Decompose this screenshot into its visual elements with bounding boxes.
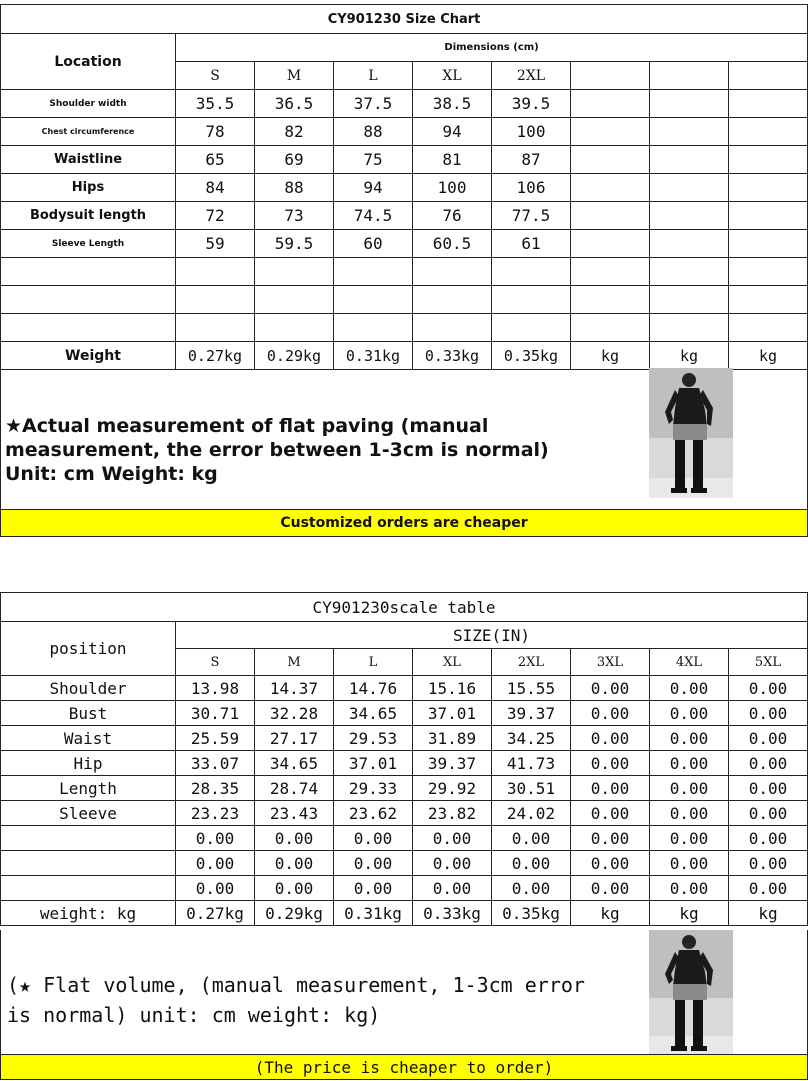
table-row xyxy=(1,801,808,826)
measurement-cell: 0.00 xyxy=(413,851,492,876)
measurement-cell: 77.5 xyxy=(492,202,571,230)
table-row xyxy=(1,230,808,258)
size-header: 2XL xyxy=(492,62,571,90)
measurement-cell xyxy=(571,230,650,258)
measurement-cell xyxy=(729,258,808,286)
measurement-label: Length xyxy=(1,776,176,801)
model-photo-icon xyxy=(649,368,733,498)
measurement-cell: 60.5 xyxy=(413,230,492,258)
weight-cell: 0.27kg xyxy=(176,901,255,926)
weight-cell: kg xyxy=(571,901,650,926)
measurement-cell: 34.25 xyxy=(492,726,571,751)
measurement-cell: 69 xyxy=(255,146,334,174)
measurement-cell: 59.5 xyxy=(255,230,334,258)
measurement-cell xyxy=(650,258,729,286)
measurement-cell: 106 xyxy=(492,174,571,202)
measurement-cell: 13.98 xyxy=(176,676,255,701)
inch-price-banner: (The price is cheaper to order) xyxy=(0,1054,808,1080)
table-row xyxy=(1,314,808,342)
measurement-label: Bodysuit length xyxy=(1,202,176,230)
measurement-cell: 87 xyxy=(492,146,571,174)
dimensions-header: Dimensions (cm) xyxy=(176,34,808,62)
cm-size-table xyxy=(0,4,808,370)
inch-rows xyxy=(1,676,808,901)
measurement-cell xyxy=(334,314,413,342)
measurement-cell: 0.00 xyxy=(571,876,650,901)
measurement-cell xyxy=(729,230,808,258)
measurement-label: Shoulder xyxy=(1,676,176,701)
measurement-cell xyxy=(729,118,808,146)
measurement-cell: 32.28 xyxy=(255,701,334,726)
measurement-cell: 0.00 xyxy=(571,751,650,776)
measurement-cell: 29.92 xyxy=(413,776,492,801)
measurement-cell: 36.5 xyxy=(255,90,334,118)
measurement-cell: 15.16 xyxy=(413,676,492,701)
measurement-cell xyxy=(729,314,808,342)
weight-cell: 0.35kg xyxy=(492,901,571,926)
measurement-cell: 100 xyxy=(413,174,492,202)
measurement-cell xyxy=(650,118,729,146)
measurement-cell: 14.37 xyxy=(255,676,334,701)
measurement-cell: 0.00 xyxy=(413,876,492,901)
measurement-cell xyxy=(492,314,571,342)
size-header: 2XL xyxy=(492,649,571,676)
measurement-cell: 0.00 xyxy=(729,801,808,826)
table-row xyxy=(1,202,808,230)
measurement-label: Chest circumference xyxy=(1,118,176,146)
measurement-cell: 0.00 xyxy=(729,701,808,726)
weight-cell: 0.31kg xyxy=(334,342,413,370)
measurement-cell: 41.73 xyxy=(492,751,571,776)
measurement-label: Waist xyxy=(1,726,176,751)
measurement-label xyxy=(1,851,176,876)
weight-label: weight: kg xyxy=(1,901,176,926)
table-row xyxy=(1,726,808,751)
inch-note-area xyxy=(0,930,808,1054)
measurement-label: Sleeve xyxy=(1,801,176,826)
measurement-cell xyxy=(650,174,729,202)
measurement-cell: 0.00 xyxy=(650,801,729,826)
measurement-cell: 78 xyxy=(176,118,255,146)
measurement-cell: 34.65 xyxy=(334,701,413,726)
size-header: M xyxy=(255,62,334,90)
measurement-label xyxy=(1,258,176,286)
measurement-cell: 73 xyxy=(255,202,334,230)
measurement-cell: 0.00 xyxy=(571,701,650,726)
measurement-cell xyxy=(413,258,492,286)
size-header: S xyxy=(176,649,255,676)
measurement-cell xyxy=(492,258,571,286)
weight-cell: 0.33kg xyxy=(413,342,492,370)
measurement-cell: 0.00 xyxy=(571,676,650,701)
location-header: Location xyxy=(1,34,176,90)
inch-size-table xyxy=(0,592,808,926)
weight-cell: 0.31kg xyxy=(334,901,413,926)
cm-size-chart xyxy=(0,0,808,538)
measurement-cell: 0.00 xyxy=(176,851,255,876)
measurement-cell: 24.02 xyxy=(492,801,571,826)
size-header: S xyxy=(176,62,255,90)
measurement-cell xyxy=(255,258,334,286)
measurement-cell: 82 xyxy=(255,118,334,146)
measurement-label: Bust xyxy=(1,701,176,726)
measurement-label: Hips xyxy=(1,174,176,202)
measurement-cell xyxy=(571,146,650,174)
measurement-cell: 0.00 xyxy=(255,826,334,851)
measurement-cell: 38.5 xyxy=(413,90,492,118)
table-row xyxy=(1,851,808,876)
measurement-cell: 0.00 xyxy=(650,726,729,751)
measurement-cell: 33.07 xyxy=(176,751,255,776)
measurement-cell: 88 xyxy=(255,174,334,202)
measurement-cell: 0.00 xyxy=(571,826,650,851)
measurement-cell: 59 xyxy=(176,230,255,258)
measurement-cell: 84 xyxy=(176,174,255,202)
table-row xyxy=(1,286,808,314)
measurement-label xyxy=(1,826,176,851)
position-header: position xyxy=(1,622,176,676)
measurement-cell: 15.55 xyxy=(492,676,571,701)
measurement-cell xyxy=(334,286,413,314)
measurement-cell: 0.00 xyxy=(650,751,729,776)
measurement-cell xyxy=(413,314,492,342)
measurement-cell: 31.89 xyxy=(413,726,492,751)
measurement-cell xyxy=(729,90,808,118)
measurement-cell: 34.65 xyxy=(255,751,334,776)
size-header: L xyxy=(334,62,413,90)
measurement-cell xyxy=(571,202,650,230)
table-row xyxy=(1,118,808,146)
cm-chart-title: CY901230 Size Chart xyxy=(1,5,808,34)
measurement-cell: 0.00 xyxy=(255,876,334,901)
measurement-cell: 0.00 xyxy=(650,776,729,801)
measurement-cell: 0.00 xyxy=(334,826,413,851)
measurement-cell: 28.35 xyxy=(176,776,255,801)
measurement-cell xyxy=(729,146,808,174)
measurement-cell xyxy=(334,258,413,286)
measurement-cell: 0.00 xyxy=(334,876,413,901)
cm-rows xyxy=(1,90,808,342)
weight-cell: kg xyxy=(650,901,729,926)
measurement-cell: 35.5 xyxy=(176,90,255,118)
measurement-cell: 0.00 xyxy=(650,851,729,876)
measurement-cell: 23.43 xyxy=(255,801,334,826)
table-row xyxy=(1,826,808,851)
measurement-cell xyxy=(729,286,808,314)
measurement-cell xyxy=(571,174,650,202)
measurement-cell: 76 xyxy=(413,202,492,230)
size-header xyxy=(571,62,650,90)
measurement-cell: 0.00 xyxy=(729,726,808,751)
table-row xyxy=(1,146,808,174)
measurement-cell: 14.76 xyxy=(334,676,413,701)
cm-price-banner: Customized orders are cheaper xyxy=(0,509,808,537)
measurement-cell xyxy=(255,314,334,342)
size-header: M xyxy=(255,649,334,676)
table-row xyxy=(1,776,808,801)
weight-cell: kg xyxy=(729,342,808,370)
weight-cell: kg xyxy=(729,901,808,926)
measurement-cell xyxy=(650,90,729,118)
measurement-cell: 39.37 xyxy=(492,701,571,726)
measurement-label xyxy=(1,314,176,342)
measurement-cell: 0.00 xyxy=(492,851,571,876)
table-row xyxy=(1,701,808,726)
table-row xyxy=(1,174,808,202)
measurement-cell: 0.00 xyxy=(334,851,413,876)
measurement-cell: 74.5 xyxy=(334,202,413,230)
measurement-cell: 0.00 xyxy=(650,876,729,901)
measurement-cell: 65 xyxy=(176,146,255,174)
measurement-cell: 60 xyxy=(334,230,413,258)
measurement-cell: 29.53 xyxy=(334,726,413,751)
size-header: XL xyxy=(413,649,492,676)
measurement-cell xyxy=(729,174,808,202)
measurement-cell: 0.00 xyxy=(492,826,571,851)
measurement-cell: 0.00 xyxy=(729,776,808,801)
measurement-cell: 0.00 xyxy=(650,676,729,701)
measurement-cell: 81 xyxy=(413,146,492,174)
measurement-cell: 28.74 xyxy=(255,776,334,801)
measurement-label: Shoulder width xyxy=(1,90,176,118)
inch-chart-title: CY901230scale table xyxy=(1,593,808,622)
measurement-cell xyxy=(571,258,650,286)
measurement-cell xyxy=(650,286,729,314)
measurement-cell xyxy=(492,286,571,314)
table-row xyxy=(1,876,808,901)
measurement-cell: 39.5 xyxy=(492,90,571,118)
measurement-cell: 23.23 xyxy=(176,801,255,826)
measurement-cell: 0.00 xyxy=(729,826,808,851)
measurement-cell: 61 xyxy=(492,230,571,258)
measurement-cell: 0.00 xyxy=(650,701,729,726)
measurement-cell: 0.00 xyxy=(571,726,650,751)
measurement-label xyxy=(1,876,176,901)
measurement-cell xyxy=(571,90,650,118)
measurement-cell: 0.00 xyxy=(650,826,729,851)
weight-cell: kg xyxy=(571,342,650,370)
measurement-cell: 39.37 xyxy=(413,751,492,776)
weight-cell: kg xyxy=(650,342,729,370)
measurement-label xyxy=(1,286,176,314)
measurement-cell xyxy=(571,314,650,342)
measurement-cell: 0.00 xyxy=(729,751,808,776)
size-header: 4XL xyxy=(650,649,729,676)
measurement-cell: 88 xyxy=(334,118,413,146)
weight-cell: 0.29kg xyxy=(255,901,334,926)
size-header: 3XL xyxy=(571,649,650,676)
measurement-label: Hip xyxy=(1,751,176,776)
size-header: 5XL xyxy=(729,649,808,676)
weight-cell: 0.35kg xyxy=(492,342,571,370)
weight-label: Weight xyxy=(1,342,176,370)
measurement-cell xyxy=(176,258,255,286)
size-header xyxy=(729,62,808,90)
weight-cell: 0.27kg xyxy=(176,342,255,370)
measurement-cell: 25.59 xyxy=(176,726,255,751)
measurement-cell: 0.00 xyxy=(255,851,334,876)
table-row xyxy=(1,676,808,701)
measurement-label: Sleeve Length xyxy=(1,230,176,258)
measurement-cell: 30.51 xyxy=(492,776,571,801)
measurement-cell xyxy=(176,286,255,314)
inch-measurement-note: (★ Flat volume, (manual measurement, 1-3cm error is normal) unit: cm weight: kg) xyxy=(7,973,585,1027)
measurement-cell: 0.00 xyxy=(176,876,255,901)
measurement-cell: 23.62 xyxy=(334,801,413,826)
measurement-cell: 29.33 xyxy=(334,776,413,801)
size-header xyxy=(650,62,729,90)
measurement-cell: 0.00 xyxy=(492,876,571,901)
measurement-cell: 27.17 xyxy=(255,726,334,751)
table-row xyxy=(1,258,808,286)
weight-cell: 0.33kg xyxy=(413,901,492,926)
measurement-cell xyxy=(176,314,255,342)
measurement-cell: 0.00 xyxy=(571,776,650,801)
table-row xyxy=(1,90,808,118)
model-photo-icon xyxy=(649,930,733,1056)
measurement-cell: 0.00 xyxy=(729,851,808,876)
size-header: L xyxy=(334,649,413,676)
measurement-cell: 0.00 xyxy=(729,876,808,901)
size-header: XL xyxy=(413,62,492,90)
measurement-cell: 0.00 xyxy=(176,826,255,851)
measurement-cell: 0.00 xyxy=(413,826,492,851)
measurement-cell xyxy=(650,314,729,342)
measurement-cell: 94 xyxy=(334,174,413,202)
inch-size-chart xyxy=(0,592,808,1080)
measurement-cell: 75 xyxy=(334,146,413,174)
weight-cell: 0.29kg xyxy=(255,342,334,370)
measurement-cell: 30.71 xyxy=(176,701,255,726)
measurement-cell: 37.01 xyxy=(334,751,413,776)
cm-measurement-note: ★Actual measurement of flat paving (manual measurement, the error between 1-3cm is normal) Unit: cm Weight: kg xyxy=(5,415,549,485)
measurement-cell: 37.01 xyxy=(413,701,492,726)
measurement-cell xyxy=(650,202,729,230)
measurement-cell xyxy=(650,230,729,258)
measurement-cell: 0.00 xyxy=(729,676,808,701)
measurement-cell: 100 xyxy=(492,118,571,146)
measurement-cell xyxy=(650,146,729,174)
measurement-cell xyxy=(729,202,808,230)
measurement-cell: 94 xyxy=(413,118,492,146)
measurement-cell: 23.82 xyxy=(413,801,492,826)
measurement-cell: 37.5 xyxy=(334,90,413,118)
measurement-cell: 0.00 xyxy=(571,851,650,876)
measurement-cell: 0.00 xyxy=(571,801,650,826)
measurement-label: Waistline xyxy=(1,146,176,174)
measurement-cell xyxy=(571,286,650,314)
table-row xyxy=(1,751,808,776)
size-in-header: SIZE(IN) xyxy=(176,622,808,649)
measurement-cell: 72 xyxy=(176,202,255,230)
measurement-cell xyxy=(571,118,650,146)
cm-note-area xyxy=(0,370,808,509)
measurement-cell xyxy=(255,286,334,314)
measurement-cell xyxy=(413,286,492,314)
